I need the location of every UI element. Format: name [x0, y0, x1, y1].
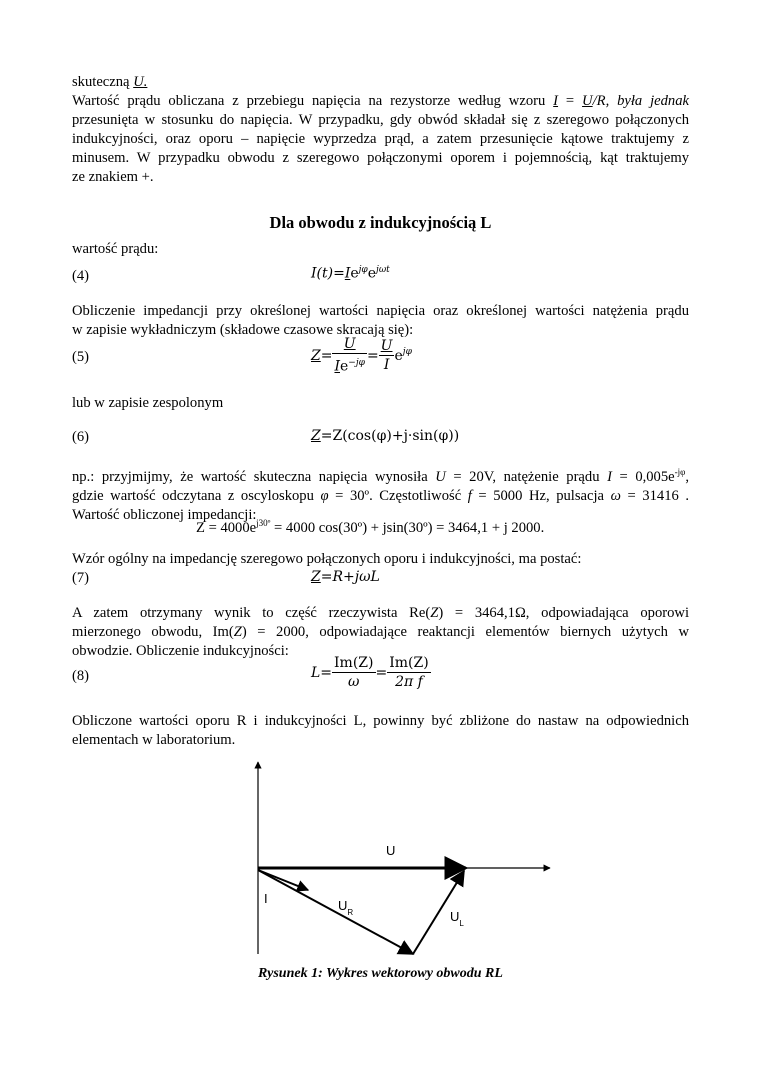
label-U: U [386, 843, 396, 858]
eq5-number: (5) [72, 349, 90, 365]
label-UL: $U_L$ [450, 909, 464, 928]
example-line-1: np.: przyjmijmy, że wartość skuteczna napięcia wynosiła U = 20V, natężenie prądu $I = 0,005e^{-j\varphi}$, [72, 467, 689, 485]
result-line-3: obwodzie. Obliczenie indukcyjności: [72, 643, 289, 659]
example-paragraph [72, 463, 689, 525]
eq4-number: (4) [72, 268, 90, 284]
impedance-paragraph [72, 302, 689, 340]
general-formula-text: Wzór ogólny na impedancję szeregowo połączonych oporu i indukcyjności, ma postać: [72, 551, 582, 567]
phasor-diagram [240, 758, 560, 963]
conclusion-paragraph [72, 712, 689, 750]
intro-line-4: indukcyjności, oraz oporu – napięcie wyprzedza prąd, a zatem przesunięcie kątowe traktujemy z [72, 131, 689, 147]
conclusion-line-2: elementach w laboratorium. [72, 732, 236, 748]
vector-UR [258, 870, 413, 954]
eq4-formula: $I(t)=Ie^{j\varphi}e^{j\omega t}$ [311, 265, 390, 282]
result-line-2: mierzonego obwodu, Im(Z) = 2000, odpowiadające reaktancji elementów biernych użytych w [72, 624, 689, 640]
eq8-formula: L= $\frac{Im(Z)}{\omega}$ = $\frac{Im(Z)}{\text{2π f}}$ [311, 655, 429, 690]
result-line-1: A zatem otrzymany wynik to część rzeczywista Re(Z) = 3464,1Ω, odpowiadająca oporowi [72, 605, 689, 621]
complex-label: lub w zapisie zespolonym [72, 395, 224, 411]
rms-voltage-symbol: U. [133, 74, 148, 90]
intro-line-5: minusem. W przypadku obwodu z szeregowo połączonymi oporem i pojemnością, kąt traktujemy [72, 150, 689, 166]
eq7-formula: Z=R+jωL [311, 569, 380, 585]
figure-caption: Rysunek 1: Wykres wektorowy obwodu RL [258, 966, 503, 981]
impedance-result: $Z = 4000e^{j30º} = 4000$ cos(30º) + jsin(30º) = 3464,1 + j 2000. [196, 518, 545, 536]
label-UR: $U_R$ [338, 898, 354, 917]
impedance-line-2: w zapisie wykładniczym (składowe czasowe skracają się): [72, 322, 414, 338]
eq6-formula: Z=Z(cos(φ)+j·sin(φ)) [311, 428, 460, 444]
eq6-number: (6) [72, 429, 90, 445]
result-paragraph [72, 604, 689, 661]
section-heading: Dla obwodu z indukcyjnością L [269, 213, 492, 232]
intro-line-1: skuteczną U. [72, 74, 148, 90]
intro-line-6: ze znakiem +. [72, 169, 154, 185]
label-I: I [264, 891, 268, 906]
intro-line-3: przesunięta w stosunku do napięcia. W przypadku, gdy obwód składał się z szeregowo połączonych [72, 112, 689, 128]
example-line-3: Wartość obliczonej impedancji: [72, 506, 257, 523]
intro-paragraph [72, 73, 689, 187]
impedance-line-1: Obliczenie impedancji przy określonej wartości napięcia oraz określonej wartości natężenia prądu [72, 303, 689, 319]
intro-line-2: Wartość prądu obliczana z przebiegu napięcia na rezystorze według wzoru I = U/R, była jednak [72, 93, 689, 109]
eq7-number: (7) [72, 570, 90, 586]
conclusion-line-1: Obliczone wartości oporu R i indukcyjności L, powinny być zbliżone do nastaw na odpowiednich [72, 713, 689, 729]
current-label: wartość prądu: [72, 241, 159, 257]
eq5-formula: Z= $\frac{U}{Ie^{-j\varphi}}$ = $\frac{U}{I}$ $e^{j\varphi}$ [311, 336, 412, 375]
example-line-2: gdzie wartość odczytana z oscyloskopu φ = 30º. Częstotliwość f = 5000 Hz, pulsacja ω = 31416 . [72, 487, 690, 504]
eq8-number: (8) [72, 668, 90, 684]
